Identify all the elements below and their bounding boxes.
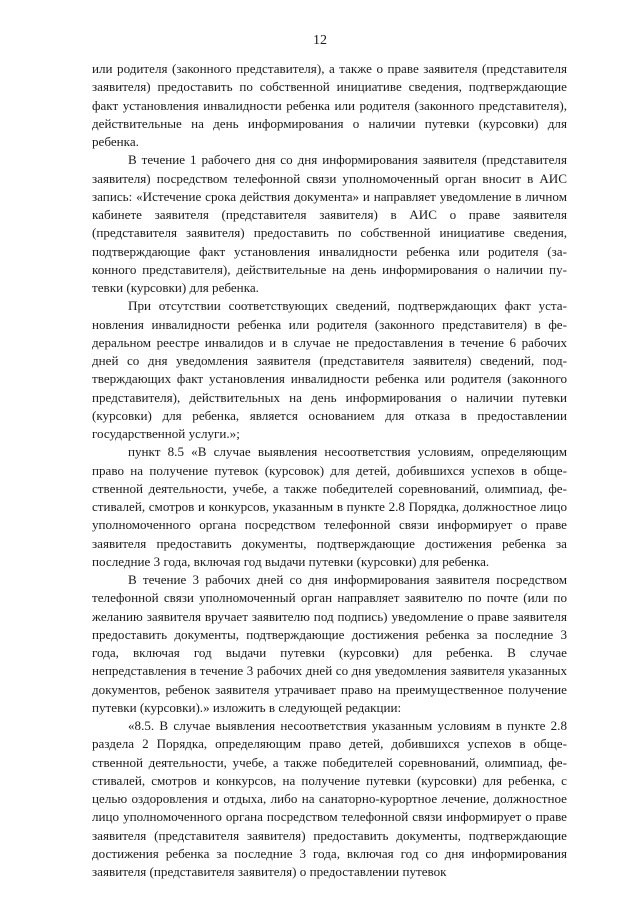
paragraph-4: пункт 8.5 «В случае выявления несоответствия условиям, определяющим право на получение путевок (курсовок) для детей, добившихся успехов в общественной деятельности, учебе, а также победителей соревнований, олимпиад, фестивалей, смотров и конкурсов, указанным в пункте 2.8 Порядка, должностное лицо уполномоченного органа посредством телефонной связи информирует о праве заявителя предоставить документы, подтверждающие достижения ребенка за последние 3 года, включая год выдачи путевки (курсовки) для ребенка. bbox=[92, 444, 567, 569]
paragraph-5: В течение 3 рабочих дней со дня информирования заявителя посредством телефонной связи уполномоченный орган направляет заявителю по почте (или по желанию заявителя вручает заявителю под подпись) уведомление о праве заявителя предоставить документы, подтверждающие достижения ребенка за последние 3 года, включая год выдачи путевки (курсовки) для ребенка. В случае непредставления в течение 3 рабочих дней со дня уведомления заявителя указанных документов, ребенок заявителя утрачивает право на преимущественное получение путевки (курсовки).» изложить в следующей редакции: bbox=[92, 572, 567, 715]
paragraph-1: или родителя (законного представителя), а также о праве заявителя (представителя заявителя) предоставить по собственной инициативе сведения, подтверждающие факт установления инвалидности ребенка или родителя (законного представителя), действительные на день информирования о наличии путевки (курсовки) для ребенка. bbox=[92, 61, 567, 149]
document-body bbox=[92, 60, 567, 881]
paragraph-3: При отсутствии соответствующих сведений, подтверждающих факт установления инвалидности ребенка или родителя (законного представителя) в федеральном реестре инвалидов и в случае не предоставления в течение 6 рабочих дней со дня уведомления заявителя (представителя заявителя) сведений, подтверждающих факт установления инвалидности ребенка или родителя (законного представителя), действительных на день информирования о наличии путевки (курсовки) для ребенка, является основанием для отказа в предоставлении государственной услуги.»; bbox=[92, 298, 567, 441]
paragraph-2: В течение 1 рабочего дня со дня информирования заявителя (представителя заявителя) посредством телефонной связи уполномоченный орган вносит в АИС запись: «Истечение срока действия документа» и направляет уведомление в личном кабинете заявителя (представителя заявителя) в АИС о праве заявителя (представителя заявителя) предоставить по собственной инициативе сведения, подтверждающие факт установления инвалидности ребенка или родителя (законного представителя), действительные на день информирования о наличии путевки (курсовки) для ребенка. bbox=[92, 152, 567, 295]
paragraph-6: «8.5. В случае выявления несоответствия указанным условиям в пункте 2.8 раздела 2 Порядка, определяющим право детей, добившихся успехов в общественной деятельности, учебе, а также победителей соревнований, олимпиад, фестивалей, смотров и конкурсов, на получение путевки (курсовки) для ребенка, с целью оздоровления и отдыха, либо на санаторно-курортное лечение, должностное лицо уполномоченного органа посредством телефонной связи информирует о праве заявителя (представителя заявителя) предоставить документы, подтверждающие достижения ребенка за последние 3 года, включая год со дня информирования заявителя (представителя заявителя) о предоставлении путевок bbox=[92, 718, 567, 879]
page-number: 12 bbox=[313, 33, 327, 48]
